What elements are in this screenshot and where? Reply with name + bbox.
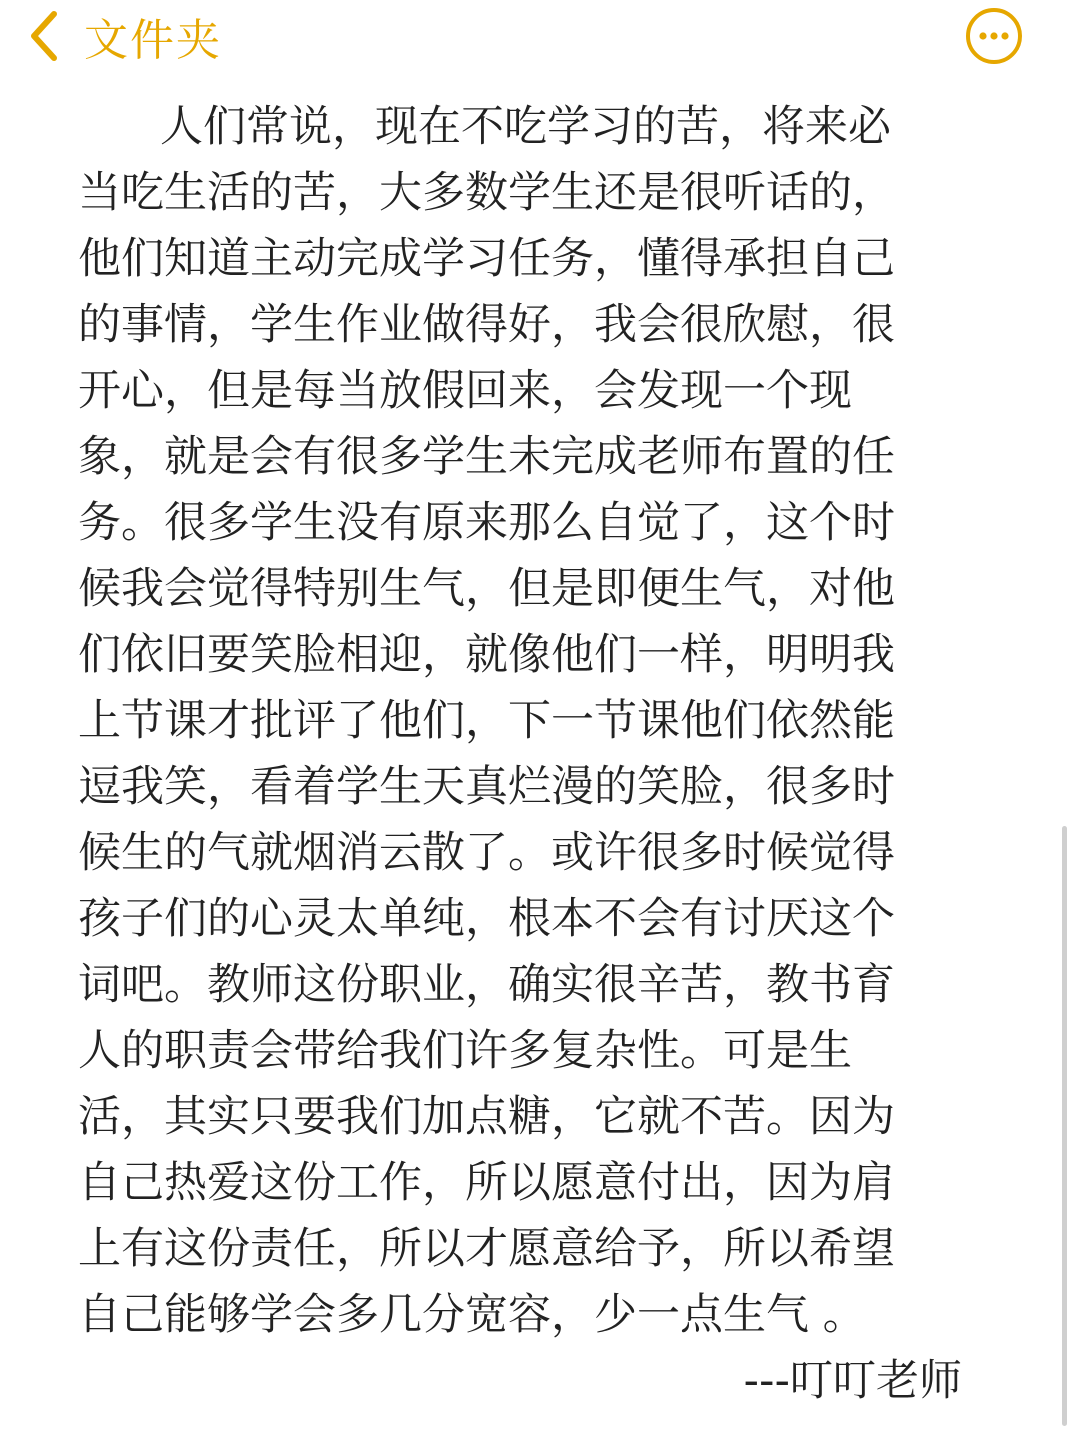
note-line: 象，就是会有很多学生未完成老师布置的任 [78, 432, 895, 482]
note-line: 他们知道主动完成学习任务，懂得承担自己 [78, 234, 895, 284]
note-line: 人们常说，现在不吃学习的苦，将来必 [160, 102, 891, 152]
note-line: 活，其实只要我们加点糖，它就不苦。因为 [78, 1092, 895, 1142]
note-line: 自己能够学会多几分宽容，少一点生气 。 [78, 1290, 866, 1340]
note-line: 们依旧要笑脸相迎，就像他们一样，明明我 [78, 630, 895, 680]
note-line: 逗我笑，看着学生天真烂漫的笑脸，很多时 [78, 762, 895, 812]
note-line: 的事情，学生作业做得好，我会很欣慰，很 [78, 300, 895, 350]
note-line: 上有这份责任，所以才愿意给予，所以希望 [78, 1224, 895, 1274]
note-line: 人的职责会带给我们许多复杂性。可是生 [78, 1026, 852, 1076]
note-line: 当吃生活的苦，大多数学生还是很听话的， [78, 168, 895, 218]
more-options-button[interactable] [964, 6, 1024, 66]
note-line: 词吧。教师这份职业，确实很辛苦，教书育 [78, 960, 895, 1010]
note-signature: ---叮叮老师 [743, 1356, 962, 1406]
back-label: 文件夹 [84, 15, 222, 66]
note-line: 孩子们的心灵太单纯，根本不会有讨厌这个 [78, 894, 895, 944]
chevron-left-icon [26, 8, 62, 64]
note-line: 开心，但是每当放假回来，会发现一个现 [78, 366, 852, 416]
note-line: 上节课才批评了他们，下一节课他们依然能 [78, 696, 895, 746]
note-body[interactable] [78, 94, 978, 1414]
scrollbar[interactable] [1062, 826, 1067, 1426]
note-line: 候生的气就烟消云散了。或许很多时候觉得 [78, 828, 895, 878]
top-bar [0, 0, 1080, 80]
more-horizontal-icon [964, 6, 1024, 66]
note-line: 务。很多学生没有原来那么自觉了，这个时 [78, 498, 895, 548]
note-line: 候我会觉得特别生气，但是即便生气，对他 [78, 564, 895, 614]
note-line: 自己热爱这份工作，所以愿意付出，因为肩 [78, 1158, 895, 1208]
back-button[interactable] [26, 6, 222, 66]
